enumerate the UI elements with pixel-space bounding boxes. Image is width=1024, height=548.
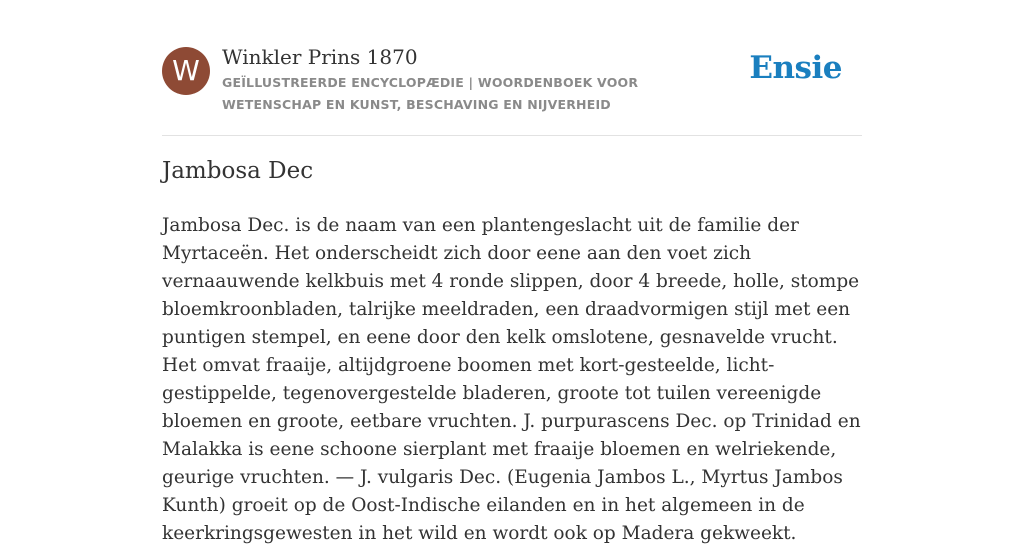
encyclopedia-subtitle: GEÏLLUSTREERDE ENCYCLOPÆDIE | WOORDENBOEK VOOR WETENSCHAP EN KUNST, BESCHAVING EN NIJVERHEID: [222, 75, 639, 112]
header: [162, 0, 862, 136]
page: [162, 0, 862, 544]
ensie-logo[interactable]: Ensie: [749, 50, 842, 86]
article-body: Jambosa Dec. is de naam van een plantengeslacht uit de familie der Myrtaceën. Het onderscheidt zich door eene aan den voet zich vernaauwende kelkbuis met 4 ronde slippen, door 4 breede, holle, stompe bloemkroonbladen, talrijke meeldraden, een draadvormigen stijl met een puntigen stempel, en eene door den kelk omslotene, gesnavelde vrucht. Het omvat fraaije, altijdgroene boomen met kort-gesteelde, licht-gestippelde, tegenovergestelde bladeren, groote tot tuilen vereenigde bloemen en groote, eetbare vruchten. J. purpurascens Dec. op Trinidad en Malakka is eene schoone sierplant met fraaije bloemen en welriekende, geurige vruchten. — J. vulgaris Dec. (Eugenia Jambos L., Myrtus Jambos Kunth) groeit op de Oost-Indische eilanden en in het algemeen in de keerkringsgewesten in het wild en wordt ook op Madera gekweekt.: [162, 215, 861, 544]
avatar[interactable]: W: [162, 47, 210, 95]
encyclopedia-title[interactable]: Winkler Prins 1870: [222, 45, 418, 69]
article-title: Jambosa Dec: [162, 158, 314, 184]
